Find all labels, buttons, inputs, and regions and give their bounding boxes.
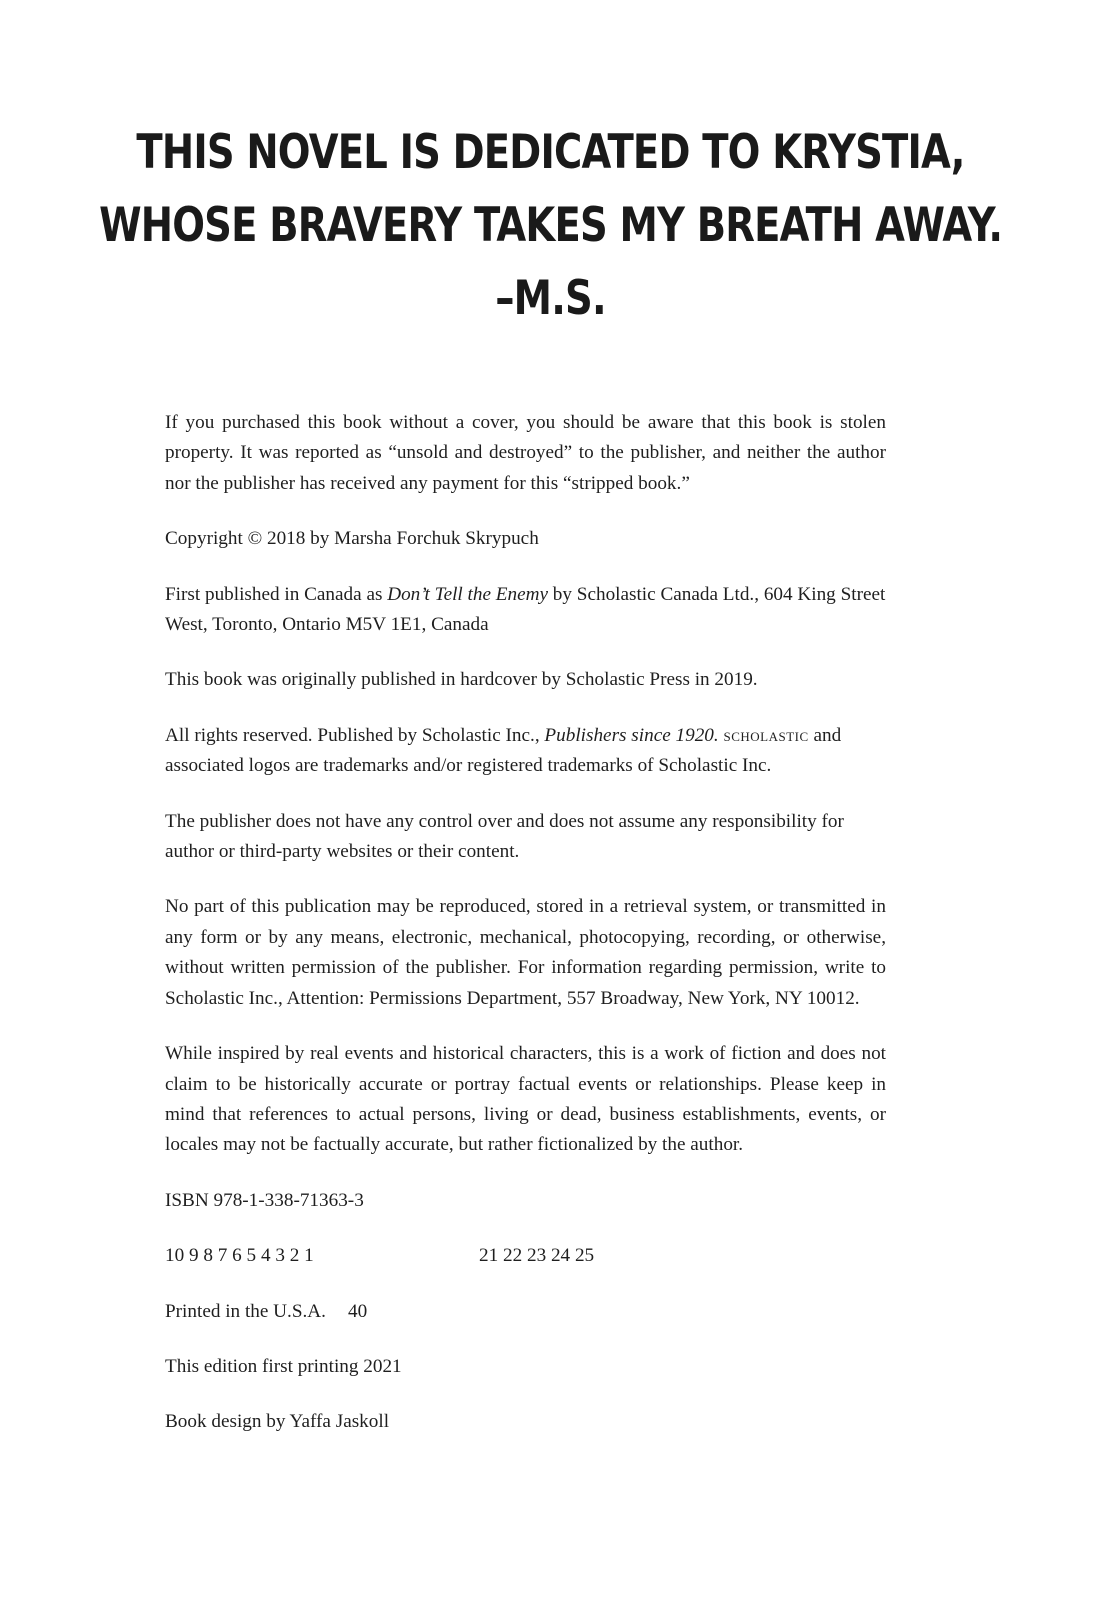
rights-prefix: All rights reserved. Published by Scholastic Inc., [165,724,545,746]
reproduction-notice: No part of this publication may be reproduced, stored in a retrieval system, or transmitted in any form or by any means, electronic, mechanical, photocopying, recording, or otherwise, without written permission of the publisher. For information regarding permission, write to Scholastic Inc., Attention: Permissions Department, 557 Broadway, New York, NY 10012. [165,896,886,1009]
rights-notice [165,721,886,782]
dedication-line-2: WHOSE BRAVERY TAKES MY BREATH AWAY. [99,198,1003,253]
rights-suffix: and associated logos are trademarks and/or registered trademarks of Scholastic Inc. [165,724,842,777]
dedication [99,116,1002,335]
fiction-notice: While inspired by real events and historical characters, this is a work of fiction and does not claim to be historically accurate or portray factual events or relationships. Please keep in mind that references to actual persons, living or dead, business establishments, events, or locales may not be factually accurate, but rather fictionalized by the author. [165,1043,886,1156]
original-title: Don’t Tell the Enemy [387,583,548,605]
printed-in-line [165,1297,886,1327]
printing-numbers: 10 9 8 7 6 5 4 3 2 1 [165,1245,314,1267]
printing-line [165,1241,886,1271]
first-published-notice [165,580,886,641]
printed-code: 40 [347,1300,368,1322]
stolen-book-notice: If you purchased this book without a cover, you should be aware that this book is stolen property. It was reported as “unsold and destroyed” to the publisher, and neither the author nor the publisher has received any payment for this “stripped book.” [165,412,886,494]
responsibility-notice: The publisher does not have any control over and does not assume any responsibility for author or third-party websites or their content. [165,810,844,863]
copyright-line: Copyright © 2018 by Marsha Forchuk Skrypuch [165,528,539,550]
first-published-address: by Scholastic Canada Ltd., 604 King Street West, Toronto, Ontario M5V 1E1, Canada [165,583,886,636]
printing-years: 21 22 23 24 25 [479,1245,595,1267]
first-published-prefix: First published in Canada as [165,583,388,605]
edition-notice: This edition first printing 2021 [165,1355,402,1377]
dedication-line-1: THIS NOVEL IS DEDICATED TO KRYSTIA, [136,125,965,180]
design-credit: Book design by Yaffa Jaskoll [165,1411,390,1433]
scholastic-mark: scholastic [723,724,809,746]
original-edition-notice: This book was originally published in hardcover by Scholastic Press in 2019. [165,669,758,691]
copyright-text-block [165,408,886,1463]
publisher-tagline: Publishers since 1920. [544,724,719,746]
isbn: ISBN 978-1-338-71363-3 [165,1189,364,1211]
printed-in: Printed in the U.S.A. [165,1300,326,1322]
dedication-signature: –M.S. [495,271,606,326]
